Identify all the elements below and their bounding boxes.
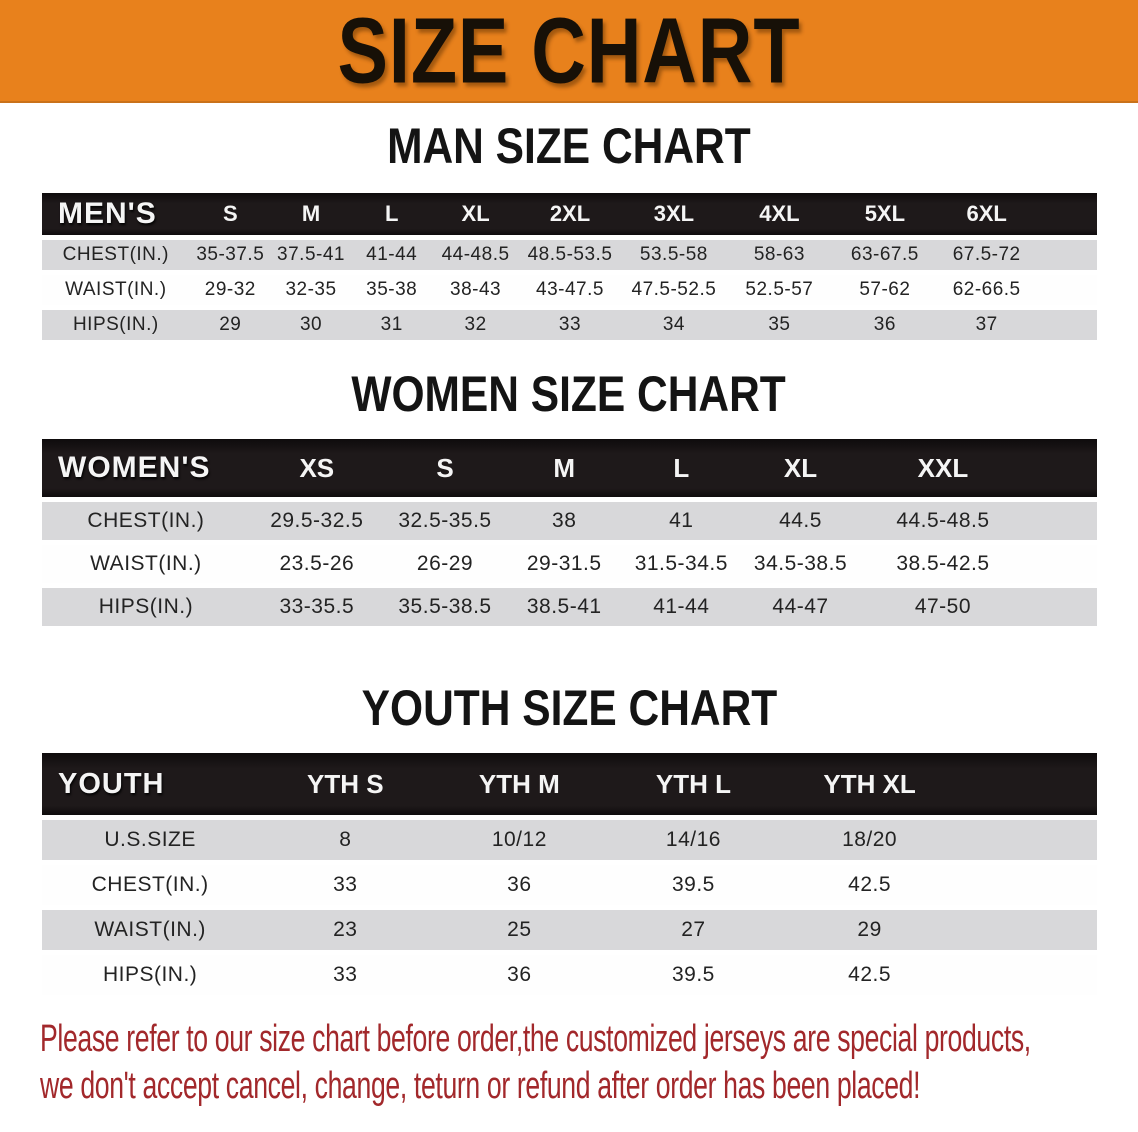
measurement-value: 44-47 — [740, 588, 860, 626]
measurement-value: 48.5-53.5 — [519, 240, 621, 270]
disclaimer-line-1: Please refer to our size chart before order,the customized jerseys are special products, — [40, 1018, 1031, 1060]
size-chart-banner — [0, 0, 1138, 103]
measurement-value: 33 — [258, 865, 432, 905]
measurement-value: 32-35 — [271, 275, 351, 305]
size-column-header: L — [622, 439, 740, 497]
measurement-value: 18/20 — [780, 820, 958, 860]
disclaimer-note — [40, 1016, 1132, 1110]
measurement-value: 35-38 — [351, 275, 432, 305]
measurement-value: 38.5-42.5 — [861, 545, 1026, 583]
youth-chart-heading — [0, 680, 1138, 736]
measurement-row — [42, 588, 1097, 626]
size-column-header: S — [190, 193, 271, 235]
spacer-cell — [1025, 439, 1097, 497]
size-column-header: YTH XL — [780, 753, 958, 815]
measurement-value: 29-31.5 — [506, 545, 622, 583]
measurement-value: 34.5-38.5 — [740, 545, 860, 583]
spacer-cell — [1036, 275, 1097, 305]
men-size-chart-section — [0, 118, 1138, 345]
women-size-table — [42, 434, 1097, 631]
measurement-value: 29 — [780, 910, 958, 950]
measurement-value: 10/12 — [432, 820, 606, 860]
size-column-header: XXL — [861, 439, 1026, 497]
size-column-header: 5XL — [832, 193, 937, 235]
measurement-value: 52.5-57 — [727, 275, 832, 305]
measurement-row — [42, 545, 1097, 583]
size-header-row — [42, 439, 1097, 497]
size-column-header: YTH M — [432, 753, 606, 815]
measurement-value: 44-48.5 — [432, 240, 519, 270]
measurement-value: 39.5 — [606, 955, 780, 995]
measurement-value: 44.5-48.5 — [861, 502, 1026, 540]
measurement-value: 38 — [506, 502, 622, 540]
measurement-value: 35-37.5 — [190, 240, 271, 270]
measurement-value: 33-35.5 — [250, 588, 384, 626]
measurement-value: 36 — [832, 310, 937, 340]
size-column-header: 4XL — [727, 193, 832, 235]
youth-chart-heading-text: YOUTH SIZE CHART — [361, 680, 777, 736]
measurement-value: 34 — [621, 310, 726, 340]
measurement-row — [42, 955, 1097, 995]
spacer-cell — [1025, 502, 1097, 540]
measurement-row — [42, 502, 1097, 540]
measurement-value: 29-32 — [190, 275, 271, 305]
measurement-value: 42.5 — [780, 955, 958, 995]
measurement-value: 36 — [432, 955, 606, 995]
measurement-row — [42, 310, 1097, 340]
women-size-chart-section — [0, 366, 1138, 631]
row-label: HIPS(IN.) — [42, 955, 258, 995]
measurement-value: 30 — [271, 310, 351, 340]
measurement-row — [42, 910, 1097, 950]
spacer-cell — [1025, 545, 1097, 583]
measurement-value: 8 — [258, 820, 432, 860]
measurement-value: 32 — [432, 310, 519, 340]
size-header-row — [42, 753, 1097, 815]
spacer-cell — [1036, 240, 1097, 270]
measurement-value: 63-67.5 — [832, 240, 937, 270]
spacer-cell — [959, 910, 1097, 950]
measurement-row — [42, 820, 1097, 860]
measurement-value: 29.5-32.5 — [250, 502, 384, 540]
spacer-cell — [1036, 193, 1097, 235]
row-label: CHEST(IN.) — [42, 240, 190, 270]
size-column-header: XS — [250, 439, 384, 497]
size-column-header: 3XL — [621, 193, 726, 235]
measurement-value: 37.5-41 — [271, 240, 351, 270]
spacer-cell — [1025, 588, 1097, 626]
measurement-value: 53.5-58 — [621, 240, 726, 270]
size-column-header: XL — [432, 193, 519, 235]
measurement-value: 14/16 — [606, 820, 780, 860]
youth-size-chart-section — [0, 680, 1138, 1000]
measurement-value: 27 — [606, 910, 780, 950]
row-label: HIPS(IN.) — [42, 588, 250, 626]
banner-title — [306, 0, 832, 103]
measurement-row — [42, 865, 1097, 905]
measurement-value: 23.5-26 — [250, 545, 384, 583]
row-label: HIPS(IN.) — [42, 310, 190, 340]
size-column-header: M — [271, 193, 351, 235]
women-chart-heading — [0, 366, 1138, 422]
row-label: CHEST(IN.) — [42, 865, 258, 905]
measurement-value: 44.5 — [740, 502, 860, 540]
measurement-value: 23 — [258, 910, 432, 950]
measurement-value: 38.5-41 — [506, 588, 622, 626]
size-column-header: S — [384, 439, 506, 497]
measurement-value: 39.5 — [606, 865, 780, 905]
measurement-value: 31 — [351, 310, 432, 340]
size-column-header: L — [351, 193, 432, 235]
measurement-row — [42, 240, 1097, 270]
size-header-row — [42, 193, 1097, 235]
measurement-value: 25 — [432, 910, 606, 950]
men-chart-heading-text: MAN SIZE CHART — [387, 118, 751, 174]
corner-label: WOMEN'S — [42, 439, 250, 497]
disclaimer-line-2: we don't accept cancel, change, teturn or refund after order has been placed! — [40, 1065, 921, 1107]
measurement-value: 35 — [727, 310, 832, 340]
corner-label: YOUTH — [42, 753, 258, 815]
row-label: WAIST(IN.) — [42, 545, 250, 583]
size-column-header: XL — [740, 439, 860, 497]
row-label: CHEST(IN.) — [42, 502, 250, 540]
measurement-value: 47-50 — [861, 588, 1026, 626]
row-label: U.S.SIZE — [42, 820, 258, 860]
spacer-cell — [959, 753, 1097, 815]
measurement-value: 37 — [938, 310, 1036, 340]
measurement-value: 47.5-52.5 — [621, 275, 726, 305]
spacer-cell — [959, 955, 1097, 995]
spacer-cell — [959, 820, 1097, 860]
men-size-table — [42, 188, 1097, 345]
size-column-header: 2XL — [519, 193, 621, 235]
measurement-value: 41 — [622, 502, 740, 540]
size-column-header: YTH L — [606, 753, 780, 815]
measurement-value: 33 — [519, 310, 621, 340]
measurement-value: 31.5-34.5 — [622, 545, 740, 583]
measurement-value: 67.5-72 — [938, 240, 1036, 270]
spacer-cell — [1036, 310, 1097, 340]
size-column-header: M — [506, 439, 622, 497]
banner-title-text: SIZE CHART — [337, 0, 801, 103]
men-chart-heading — [0, 118, 1138, 174]
corner-label: MEN'S — [42, 193, 190, 235]
measurement-value: 41-44 — [622, 588, 740, 626]
measurement-value: 33 — [258, 955, 432, 995]
measurement-value: 43-47.5 — [519, 275, 621, 305]
measurement-value: 26-29 — [384, 545, 506, 583]
measurement-value: 42.5 — [780, 865, 958, 905]
spacer-cell — [959, 865, 1097, 905]
youth-size-table — [42, 748, 1097, 1000]
women-chart-heading-text: WOMEN SIZE CHART — [351, 366, 787, 422]
size-column-header: 6XL — [938, 193, 1036, 235]
measurement-value: 32.5-35.5 — [384, 502, 506, 540]
row-label: WAIST(IN.) — [42, 910, 258, 950]
measurement-value: 41-44 — [351, 240, 432, 270]
measurement-value: 57-62 — [832, 275, 937, 305]
measurement-value: 29 — [190, 310, 271, 340]
measurement-value: 36 — [432, 865, 606, 905]
measurement-value: 58-63 — [727, 240, 832, 270]
size-column-header: YTH S — [258, 753, 432, 815]
measurement-value: 62-66.5 — [938, 275, 1036, 305]
measurement-value: 38-43 — [432, 275, 519, 305]
measurement-value: 35.5-38.5 — [384, 588, 506, 626]
measurement-row — [42, 275, 1097, 305]
row-label: WAIST(IN.) — [42, 275, 190, 305]
